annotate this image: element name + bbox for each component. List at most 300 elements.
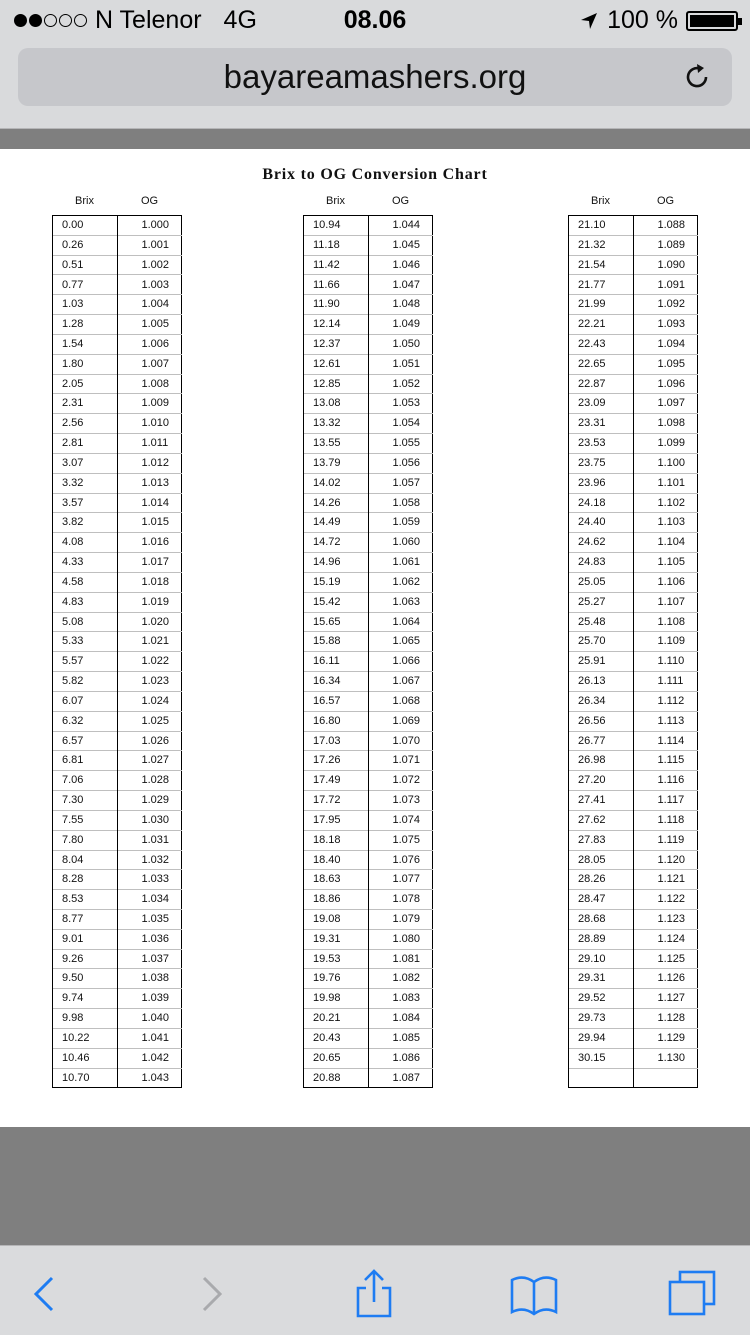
- table-row: [304, 572, 433, 592]
- table-row: [53, 612, 182, 632]
- brix-cell: 23.96: [569, 473, 634, 493]
- table-row: [569, 989, 698, 1009]
- og-cell: 1.094: [633, 334, 698, 354]
- og-cell: 1.086: [368, 1048, 433, 1068]
- og-cell: 1.024: [117, 691, 182, 711]
- og-cell: 1.101: [633, 473, 698, 493]
- brix-cell: 7.30: [53, 791, 118, 811]
- og-cell: 1.076: [368, 850, 433, 870]
- table-row: [304, 414, 433, 434]
- table-row: [53, 870, 182, 890]
- brix-cell: 20.21: [304, 1009, 369, 1029]
- og-cell: 1.074: [368, 810, 433, 830]
- table-row: [569, 374, 698, 394]
- table-row: [53, 1048, 182, 1068]
- brix-cell: 21.99: [569, 295, 634, 315]
- brix-cell: 4.08: [53, 533, 118, 553]
- og-cell: 1.025: [117, 711, 182, 731]
- brix-cell: 0.26: [53, 235, 118, 255]
- og-cell: 1.105: [633, 553, 698, 573]
- table-row: [304, 711, 433, 731]
- brix-cell: 22.87: [569, 374, 634, 394]
- table-row: [53, 830, 182, 850]
- table-row: [53, 216, 182, 236]
- og-cell: 1.031: [117, 830, 182, 850]
- table-row: [304, 1028, 433, 1048]
- table-row: [569, 394, 698, 414]
- table-row: [569, 949, 698, 969]
- bookmarks-icon[interactable]: [508, 1268, 560, 1320]
- og-cell: 1.080: [368, 929, 433, 949]
- brix-cell: 27.20: [569, 771, 634, 791]
- conversion-column-3: [568, 195, 698, 1088]
- og-cell: 1.104: [633, 533, 698, 553]
- table-row: [304, 334, 433, 354]
- table-row: [569, 929, 698, 949]
- brix-cell: 12.61: [304, 354, 369, 374]
- table-row: [53, 1068, 182, 1088]
- og-cell: 1.038: [117, 969, 182, 989]
- og-cell: 1.030: [117, 810, 182, 830]
- brix-cell: 22.65: [569, 354, 634, 374]
- og-cell: 1.090: [633, 255, 698, 275]
- table-row: [304, 434, 433, 454]
- brix-cell: 1.54: [53, 334, 118, 354]
- table-row: [569, 434, 698, 454]
- table-row: [53, 909, 182, 929]
- brix-cell: 24.83: [569, 553, 634, 573]
- og-cell: 1.069: [368, 711, 433, 731]
- brix-cell: 17.72: [304, 791, 369, 811]
- og-cell: 1.108: [633, 612, 698, 632]
- brix-cell: 29.31: [569, 969, 634, 989]
- og-cell: 1.103: [633, 513, 698, 533]
- brix-cell: 14.49: [304, 513, 369, 533]
- brix-cell: 9.01: [53, 929, 118, 949]
- og-cell: 1.099: [633, 434, 698, 454]
- og-cell: 1.021: [117, 632, 182, 652]
- og-cell: 1.018: [117, 572, 182, 592]
- brix-cell: 18.63: [304, 870, 369, 890]
- og-cell: 1.003: [117, 275, 182, 295]
- brix-cell: 23.09: [569, 394, 634, 414]
- brix-cell: 16.11: [304, 652, 369, 672]
- forward-icon[interactable]: [186, 1268, 238, 1320]
- og-cell: 1.073: [368, 791, 433, 811]
- og-cell: 1.056: [368, 453, 433, 473]
- brix-cell: 20.43: [304, 1028, 369, 1048]
- table-row: [569, 810, 698, 830]
- brix-cell: 9.74: [53, 989, 118, 1009]
- og-cell: 1.032: [117, 850, 182, 870]
- brix-cell: 12.37: [304, 334, 369, 354]
- brix-cell: 10.46: [53, 1048, 118, 1068]
- og-cell: 1.017: [117, 553, 182, 573]
- brix-cell: 19.76: [304, 969, 369, 989]
- brix-cell: 18.86: [304, 890, 369, 910]
- og-cell: 1.035: [117, 909, 182, 929]
- brix-cell: 6.57: [53, 731, 118, 751]
- table-row: [569, 533, 698, 553]
- brix-cell: 5.08: [53, 612, 118, 632]
- table-row: [304, 533, 433, 553]
- brix-cell: 4.83: [53, 592, 118, 612]
- brix-cell: 25.05: [569, 572, 634, 592]
- brix-cell: 28.47: [569, 890, 634, 910]
- table-row: [569, 414, 698, 434]
- table-row: [53, 275, 182, 295]
- og-cell: 1.117: [633, 791, 698, 811]
- table-row: [304, 909, 433, 929]
- brix-cell: 21.10: [569, 216, 634, 236]
- og-cell: 1.034: [117, 890, 182, 910]
- table-row: [304, 216, 433, 236]
- og-cell: 1.068: [368, 691, 433, 711]
- brix-cell: 24.62: [569, 533, 634, 553]
- table-row: [304, 890, 433, 910]
- table-row: [304, 255, 433, 275]
- og-cell: 1.037: [117, 949, 182, 969]
- table-row: [53, 731, 182, 751]
- brix-cell: 6.07: [53, 691, 118, 711]
- table-row: [304, 810, 433, 830]
- table-row: [569, 453, 698, 473]
- brix-cell: 16.57: [304, 691, 369, 711]
- brix-cell: 1.28: [53, 315, 118, 335]
- table-row: [569, 691, 698, 711]
- chart-title: Brix to OG Conversion Chart: [262, 166, 488, 183]
- web-content: [0, 149, 750, 1127]
- table-row: [53, 632, 182, 652]
- brix-cell: 13.32: [304, 414, 369, 434]
- table-row: [304, 969, 433, 989]
- brix-cell: 4.33: [53, 553, 118, 573]
- table-row: [569, 870, 698, 890]
- table-row: [569, 513, 698, 533]
- brix-cell: 23.75: [569, 453, 634, 473]
- brix-cell: [569, 1068, 634, 1088]
- og-cell: 1.048: [368, 295, 433, 315]
- table-row: [569, 711, 698, 731]
- table-row: [569, 909, 698, 929]
- table-row: [304, 235, 433, 255]
- og-header: OG: [391, 195, 410, 207]
- brix-cell: 0.77: [53, 275, 118, 295]
- og-cell: 1.100: [633, 453, 698, 473]
- og-cell: 1.040: [117, 1009, 182, 1029]
- table-row: [569, 672, 698, 692]
- og-cell: 1.070: [368, 731, 433, 751]
- brix-cell: 0.00: [53, 216, 118, 236]
- table-row: [569, 1009, 698, 1029]
- brix-cell: 19.98: [304, 989, 369, 1009]
- brix-cell: 25.27: [569, 592, 634, 612]
- og-cell: 1.111: [633, 672, 698, 692]
- brix-cell: 4.58: [53, 572, 118, 592]
- brix-cell: 2.56: [53, 414, 118, 434]
- brix-cell: 26.98: [569, 751, 634, 771]
- brix-cell: 26.34: [569, 691, 634, 711]
- brix-cell: 9.98: [53, 1009, 118, 1029]
- brix-cell: 0.51: [53, 255, 118, 275]
- table-row: [304, 791, 433, 811]
- og-cell: 1.059: [368, 513, 433, 533]
- brix-cell: 26.56: [569, 711, 634, 731]
- og-cell: 1.114: [633, 731, 698, 751]
- brix-cell: 8.28: [53, 870, 118, 890]
- brix-cell: 27.62: [569, 810, 634, 830]
- og-cell: 1.116: [633, 771, 698, 791]
- og-cell: 1.051: [368, 354, 433, 374]
- brix-cell: 19.31: [304, 929, 369, 949]
- table-row: [304, 731, 433, 751]
- page-top-margin: [0, 129, 750, 149]
- brix-cell: 20.65: [304, 1048, 369, 1068]
- og-cell: 1.075: [368, 830, 433, 850]
- table-row: [304, 989, 433, 1009]
- brix-cell: 6.32: [53, 711, 118, 731]
- og-cell: 1.081: [368, 949, 433, 969]
- back-icon[interactable]: [18, 1268, 70, 1320]
- brix-cell: 28.68: [569, 909, 634, 929]
- table-row: [53, 989, 182, 1009]
- og-cell: 1.028: [117, 771, 182, 791]
- table-row: [53, 1009, 182, 1029]
- og-cell: 1.120: [633, 850, 698, 870]
- brix-cell: 29.52: [569, 989, 634, 1009]
- table-row: [53, 691, 182, 711]
- brix-cell: 28.89: [569, 929, 634, 949]
- table-row: [53, 235, 182, 255]
- table-row: [569, 275, 698, 295]
- brix-cell: 30.15: [569, 1048, 634, 1068]
- og-cell: 1.041: [117, 1028, 182, 1048]
- table-row: [53, 652, 182, 672]
- table-row: [569, 1028, 698, 1048]
- og-cell: 1.047: [368, 275, 433, 295]
- conversion-column-1: [52, 195, 182, 1088]
- og-header: OG: [656, 195, 675, 207]
- og-cell: 1.008: [117, 374, 182, 394]
- og-cell: 1.112: [633, 691, 698, 711]
- table-row: [304, 652, 433, 672]
- brix-cell: 21.32: [569, 235, 634, 255]
- og-cell: 1.050: [368, 334, 433, 354]
- brix-cell: 23.31: [569, 414, 634, 434]
- table-row: [569, 216, 698, 236]
- brix-cell: 10.22: [53, 1028, 118, 1048]
- table-row: [569, 890, 698, 910]
- og-cell: 1.036: [117, 929, 182, 949]
- battery-percent: 100 %: [607, 6, 678, 34]
- brix-cell: 24.18: [569, 493, 634, 513]
- og-cell: 1.077: [368, 870, 433, 890]
- brix-cell: 11.66: [304, 275, 369, 295]
- og-cell: 1.053: [368, 394, 433, 414]
- og-cell: 1.079: [368, 909, 433, 929]
- og-cell: 1.000: [117, 216, 182, 236]
- table-row: [304, 632, 433, 652]
- og-cell: 1.129: [633, 1028, 698, 1048]
- tabs-icon[interactable]: [666, 1268, 718, 1320]
- table-row: [53, 791, 182, 811]
- brix-cell: 21.77: [569, 275, 634, 295]
- og-cell: 1.097: [633, 394, 698, 414]
- og-cell: 1.027: [117, 751, 182, 771]
- brix-cell: 25.91: [569, 652, 634, 672]
- table-row: [53, 394, 182, 414]
- table-row: [53, 890, 182, 910]
- brix-cell: 11.90: [304, 295, 369, 315]
- og-cell: 1.096: [633, 374, 698, 394]
- brix-cell: 25.70: [569, 632, 634, 652]
- og-cell: 1.006: [117, 334, 182, 354]
- brix-cell: 17.26: [304, 751, 369, 771]
- brix-cell: 2.81: [53, 434, 118, 454]
- location-arrow-icon: [579, 11, 599, 31]
- og-cell: 1.046: [368, 255, 433, 275]
- og-cell: 1.071: [368, 751, 433, 771]
- brix-cell: 15.42: [304, 592, 369, 612]
- brix-cell: 5.33: [53, 632, 118, 652]
- table-row: [569, 592, 698, 612]
- brix-cell: 29.10: [569, 949, 634, 969]
- table-row: [569, 830, 698, 850]
- brix-cell: 15.65: [304, 612, 369, 632]
- brix-cell: 22.21: [569, 315, 634, 335]
- og-cell: 1.013: [117, 473, 182, 493]
- table-row: [304, 672, 433, 692]
- og-cell: 1.057: [368, 473, 433, 493]
- table-row: [53, 473, 182, 493]
- og-cell: 1.064: [368, 612, 433, 632]
- conversion-table: [52, 215, 182, 1088]
- og-cell: 1.088: [633, 216, 698, 236]
- table-row: [53, 771, 182, 791]
- status-bar: [0, 0, 750, 40]
- brix-cell: 13.79: [304, 453, 369, 473]
- table-row: [304, 354, 433, 374]
- og-cell: 1.065: [368, 632, 433, 652]
- og-cell: 1.109: [633, 632, 698, 652]
- share-icon[interactable]: [348, 1268, 400, 1320]
- og-cell: 1.009: [117, 394, 182, 414]
- brix-cell: 1.80: [53, 354, 118, 374]
- table-row: [569, 850, 698, 870]
- brix-cell: 9.26: [53, 949, 118, 969]
- table-row: [304, 473, 433, 493]
- og-cell: 1.015: [117, 513, 182, 533]
- brix-cell: 20.88: [304, 1068, 369, 1088]
- brix-cell: 18.40: [304, 850, 369, 870]
- table-row: [569, 295, 698, 315]
- og-cell: 1.122: [633, 890, 698, 910]
- table-row: [53, 672, 182, 692]
- brix-cell: 7.55: [53, 810, 118, 830]
- table-row: [304, 1009, 433, 1029]
- table-row: [569, 1068, 698, 1088]
- og-cell: 1.110: [633, 652, 698, 672]
- table-row: [53, 513, 182, 533]
- og-cell: 1.106: [633, 572, 698, 592]
- table-row: [53, 969, 182, 989]
- og-cell: 1.001: [117, 235, 182, 255]
- brix-cell: 10.70: [53, 1068, 118, 1088]
- og-cell: 1.061: [368, 553, 433, 573]
- table-row: [53, 572, 182, 592]
- table-row: [304, 493, 433, 513]
- og-cell: 1.063: [368, 592, 433, 612]
- table-row: [569, 354, 698, 374]
- brix-cell: 15.19: [304, 572, 369, 592]
- brix-cell: 15.88: [304, 632, 369, 652]
- table-row: [53, 751, 182, 771]
- brix-cell: 27.83: [569, 830, 634, 850]
- brix-header: Brix: [591, 195, 610, 207]
- table-row: [569, 969, 698, 989]
- og-cell: 1.062: [368, 572, 433, 592]
- table-row: [53, 374, 182, 394]
- table-row: [569, 1048, 698, 1068]
- table-row: [569, 572, 698, 592]
- table-row: [304, 870, 433, 890]
- og-cell: 1.089: [633, 235, 698, 255]
- brix-cell: 27.41: [569, 791, 634, 811]
- og-cell: 1.084: [368, 1009, 433, 1029]
- og-cell: 1.125: [633, 949, 698, 969]
- brix-cell: 5.82: [53, 672, 118, 692]
- clock: 08.06: [343, 6, 407, 34]
- table-row: [53, 711, 182, 731]
- table-row: [304, 751, 433, 771]
- url-text[interactable]: bayareamashers.org: [223, 58, 527, 95]
- brix-cell: 11.42: [304, 255, 369, 275]
- table-row: [304, 295, 433, 315]
- brix-cell: 17.95: [304, 810, 369, 830]
- brix-cell: 13.08: [304, 394, 369, 414]
- brix-cell: 14.72: [304, 533, 369, 553]
- brix-cell: 28.05: [569, 850, 634, 870]
- og-cell: 1.052: [368, 374, 433, 394]
- table-row: [53, 255, 182, 275]
- table-row: [53, 533, 182, 553]
- table-row: [569, 235, 698, 255]
- table-row: [569, 553, 698, 573]
- table-row: [304, 771, 433, 791]
- og-cell: 1.102: [633, 493, 698, 513]
- table-row: [304, 275, 433, 295]
- og-cell: 1.012: [117, 453, 182, 473]
- table-row: [304, 1048, 433, 1068]
- table-row: [569, 731, 698, 751]
- brix-cell: 23.53: [569, 434, 634, 454]
- battery-icon: [686, 11, 738, 31]
- brix-cell: 17.03: [304, 731, 369, 751]
- og-cell: 1.042: [117, 1048, 182, 1068]
- brix-cell: 2.05: [53, 374, 118, 394]
- brix-cell: 16.34: [304, 672, 369, 692]
- table-row: [53, 493, 182, 513]
- brix-cell: 25.48: [569, 612, 634, 632]
- og-cell: 1.107: [633, 592, 698, 612]
- address-field[interactable]: [18, 48, 732, 106]
- og-cell: 1.058: [368, 493, 433, 513]
- reload-icon[interactable]: [680, 60, 714, 94]
- brix-cell: 29.94: [569, 1028, 634, 1048]
- og-cell: 1.029: [117, 791, 182, 811]
- table-row: [53, 295, 182, 315]
- og-cell: 1.091: [633, 275, 698, 295]
